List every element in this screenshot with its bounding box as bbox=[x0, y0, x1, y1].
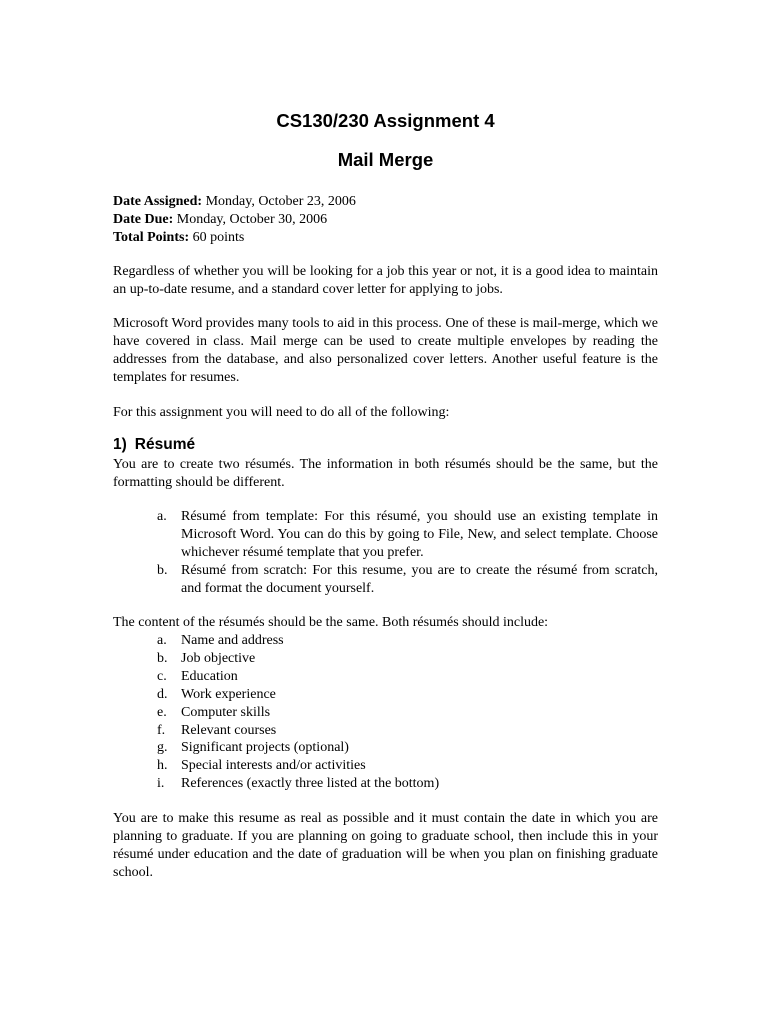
list-marker: i. bbox=[157, 776, 165, 792]
page-title: CS130/230 Assignment 4 bbox=[276, 110, 495, 131]
total-points-value: 60 points bbox=[192, 230, 245, 245]
list-marker: e. bbox=[157, 704, 167, 720]
total-points-row bbox=[113, 229, 658, 247]
list-marker: g. bbox=[157, 740, 168, 756]
section-title: Résumé bbox=[134, 436, 196, 453]
list-item-text: Relevant courses bbox=[181, 722, 277, 738]
list-item-text: Name and address bbox=[181, 633, 284, 648]
closing-paragraph: You are to make this resume as real as possible and it must contain the date in which you are planning to graduate. If you are planning on going to graduate school, then include this in your résumé under education and the date of graduation will be when you plan on finishing graduate school. bbox=[113, 811, 658, 881]
list-item bbox=[113, 562, 658, 598]
intro-paragraph-2: Microsoft Word provides many tools to aid in this process. One of these is mail-merge, which we have covered in class. Mail merge can be used to create multiple envelopes by reading the addresses from the database, and also personalized cover letters. Another useful feature is the templates for resumes. bbox=[113, 316, 658, 385]
list-marker: f. bbox=[157, 722, 166, 738]
list-item-text: Education bbox=[181, 668, 238, 684]
date-due-value: Monday, October 30, 2006 bbox=[176, 212, 328, 227]
list-item-text: Computer skills bbox=[181, 704, 271, 720]
date-assigned-label: Date Assigned: bbox=[113, 194, 203, 209]
intro-paragraph-1: Regardless of whether you will be looking for a job this year or not, it is a good idea to maintain an up-to-date resume, and a standard cover letter for applying to jobs. bbox=[113, 264, 658, 297]
date-assigned-value: Monday, October 23, 2006 bbox=[205, 194, 356, 209]
content-intro-paragraph: The content of the résumés should be the same. Both résumés should include: bbox=[113, 615, 549, 630]
list-marker: h. bbox=[157, 758, 168, 774]
date-assigned-row bbox=[113, 193, 658, 211]
list-item-text: Résumé from scratch: For this resume, you are to create the résumé from scratch, and format the document yourself. bbox=[181, 563, 658, 596]
list-item-text: Work experience bbox=[181, 686, 276, 702]
intro-paragraph-3: For this assignment you will need to do all of the following: bbox=[113, 405, 450, 420]
assignment-meta bbox=[113, 193, 658, 247]
list-item bbox=[113, 739, 658, 757]
list-item bbox=[113, 632, 658, 650]
list-item bbox=[113, 704, 658, 722]
page-subtitle: Mail Merge bbox=[337, 149, 434, 170]
list-item bbox=[113, 775, 658, 793]
list-item-text: Résumé from template: For this résumé, you should use an existing template in Microsoft Word. You can do this by going to File, New, and select template. Choose whichever résumé template that you prefer. bbox=[181, 509, 658, 560]
list-item bbox=[113, 686, 658, 704]
list-marker: d. bbox=[157, 686, 168, 702]
list-marker: a. bbox=[157, 509, 167, 524]
list-marker: b. bbox=[157, 563, 168, 578]
list-item-text: References (exactly three listed at the bottom) bbox=[181, 776, 440, 792]
section-intro-paragraph: You are to create two résumés. The information in both résumés should be the same, but the formatting should be different. bbox=[113, 457, 658, 490]
list-item-text: Significant projects (optional) bbox=[181, 740, 349, 756]
section-number: 1) bbox=[113, 436, 127, 453]
resume-content-list bbox=[113, 632, 658, 793]
list-item bbox=[113, 757, 658, 775]
list-item-text: Special interests and/or activities bbox=[181, 758, 366, 774]
list-item-text: Job objective bbox=[181, 650, 256, 666]
list-marker: b. bbox=[157, 650, 168, 666]
list-item bbox=[113, 668, 658, 686]
date-due-row bbox=[113, 211, 658, 229]
list-item bbox=[113, 508, 658, 562]
list-marker: a. bbox=[157, 633, 167, 648]
date-due-label: Date Due: bbox=[113, 212, 174, 227]
list-item bbox=[113, 722, 658, 740]
total-points-label: Total Points: bbox=[113, 230, 190, 245]
resume-options-list bbox=[113, 508, 658, 598]
list-item bbox=[113, 650, 658, 668]
document-page bbox=[113, 108, 658, 882]
section-heading-resume bbox=[113, 434, 658, 456]
list-marker: c. bbox=[157, 668, 167, 684]
